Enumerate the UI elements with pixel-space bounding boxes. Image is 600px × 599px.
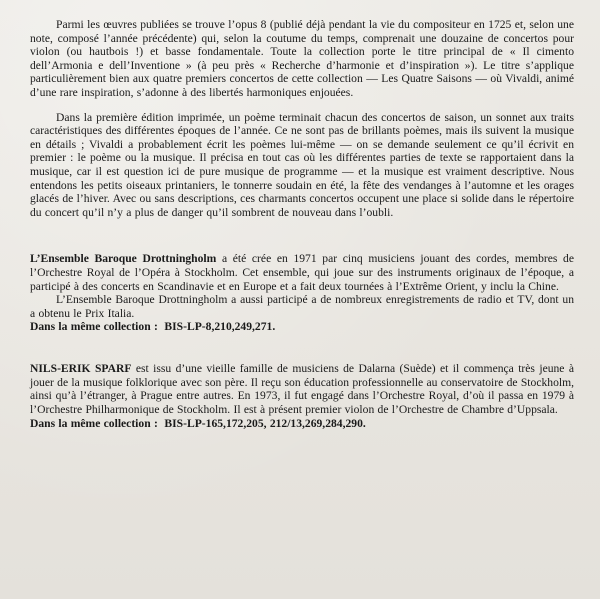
bio-sparf-text: est issu d’une vieille famille de musiciens de Dalarna (Suède) et il commença très jeune à jouer de la musique folklorique avec son père. Il reçu son éducation professionnelle au conservatoire de Stockholm, ainsi qu’à l’étranger, à Prague entre autres. En 1973, il fut engagé dans l’Orchestre Royal, d’où il passa en 1979 à l’Orchestre Philharmonique de Stockholm. Il est à présent premier violon de l’Orchestre de Chambre d’Uppsala.	[30, 362, 574, 417]
bio-ensemble-collection	[30, 320, 574, 334]
bio-sparf-first-paragraph	[30, 362, 574, 416]
section-spacer-2	[30, 345, 574, 362]
section-spacer-1	[30, 230, 574, 252]
bio-ensemble-second-paragraph: L’Ensemble Baroque Drottningholm a aussi participé a de nombreux enregistrements de radio et TV, dont un a obtenu le Prix Italia.	[30, 293, 574, 320]
bio-ensemble-first-paragraph	[30, 252, 574, 293]
paragraph-block-poemes	[30, 111, 574, 220]
paragraph-opus8: Parmi les œuvres publiées se trouve l’opus 8 (publié déjà pendant la vie du compositeur en 1725 et, selon une note, composé l’année précédente) qui, selon la coutume du temps, comprenait une douzaine de concertos pour violon (ou hautbois !) et basse fondamentale. Toute la collection porte le titre principal de « Il cimento dell’Armonia e dell’Inventione » (à peu près « Recherche d’harmonie et d’inspiration »). Le titre s’applique particulièrement bien aux quatre premiers concertos de cette collection — Les Quatre Saisons — où Vivaldi, animé d’une rare inspiration, s’adonne à des libertés harmoniques enjouées.	[30, 18, 574, 99]
collection-codes-sparf: BIS-LP-165,172,205, 212/13,269,284,290.	[164, 416, 366, 430]
paragraph-block-opus8	[30, 18, 574, 100]
bio-block-sparf	[30, 362, 574, 430]
bio-sparf-collection	[30, 417, 574, 431]
bio-ensemble-name: L’Ensemble Baroque Drottningholm	[30, 252, 217, 266]
collection-label-ensemble: Dans la même collection :	[30, 320, 158, 334]
collection-label-sparf: Dans la même collection :	[30, 416, 158, 430]
bio-ensemble-text: a été crée en 1971 par cinq musiciens jouant des cordes, membres de l’Orchestre Royal de l’Opéra à Stockholm. Cet ensemble, qui joue sur des instruments originaux de l’époque, a participé à des concerts en Scandinavie et en Europe et a fait deux tournées à l’Extrême Orient, y inclu la Chine.	[30, 252, 574, 293]
paragraph-poemes: Dans la première édition imprimée, un poème terminait chacun des concertos de saison, un sonnet aux traits caractéristiques des différentes époques de l’année. Ce ne sont pas de brillants poèmes, mais ils suivent la musique en détails ; Vivaldi a probablement écrit les poèmes lui-même — on se demande seulement ce qu’il écrivit en premier : le poème ou la musique. Il précisa en tout cas où les différentes parties de texte se rapportaient dans la musique, car il est question ici de pure musique de programme — et la musique est vraiment descriptive. Nous entendons les petits oiseaux printaniers, le tonnerre soudain en été, la fête des vendanges à l’automne et les orages glacés de l’hiver. Avec ou sans descriptions, ces charmants concertos occupent une place si solide dans le répertoire du concert qu’il n’y a plus de danger qu’il sombrent de nouveau dans l’oubli.	[30, 110, 574, 219]
bio-sparf-name: NILS-ERIK SPARF	[30, 362, 132, 376]
bio-block-ensemble	[30, 252, 574, 334]
collection-codes-ensemble: BIS-LP-8,210,249,271.	[164, 320, 276, 334]
